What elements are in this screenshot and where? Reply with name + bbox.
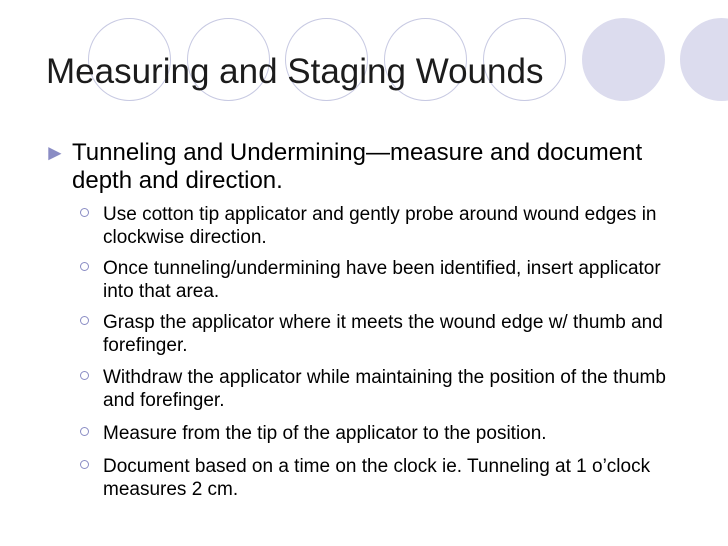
sub-bullet-item: [80, 257, 690, 303]
hollow-circle-bullet-icon: [80, 208, 89, 217]
sub-bullet-text: Withdraw the applicator while maintaining the position of the thumb and forefinger.: [103, 367, 666, 411]
slide-title: Measuring and Staging Wounds: [46, 52, 544, 91]
sub-bullet-item: [80, 311, 690, 357]
filled-triangle-bullet-icon: ►: [44, 140, 66, 165]
bullet-text: Tunneling and Undermining—measure and document depth and direction.: [72, 139, 643, 194]
hollow-circle-bullet-icon: [80, 262, 89, 271]
hollow-circle-bullet-icon: [80, 371, 89, 380]
sub-bullet-text: Use cotton tip applicator and gently probe around wound edges in clockwise direction.: [103, 204, 657, 248]
sub-bullet-item: [80, 455, 690, 501]
sub-bullet-item: [80, 366, 690, 412]
sub-bullet-text: Grasp the applicator where it meets the wound edge w/ thumb and forefinger.: [103, 312, 663, 356]
bullet-item: [44, 139, 644, 195]
hollow-circle-bullet-icon: [80, 316, 89, 325]
hollow-circle-bullet-icon: [80, 460, 89, 469]
sub-bullet-text: Measure from the tip of the applicator to the position.: [103, 423, 547, 444]
decorative-circle-filled: [680, 18, 728, 101]
sub-bullet-item: [80, 203, 690, 249]
hollow-circle-bullet-icon: [80, 427, 89, 436]
sub-bullet-text: Once tunneling/undermining have been identified, insert applicator into that area.: [103, 258, 661, 302]
sub-bullet-text: Document based on a time on the clock ie. Tunneling at 1 o’clock measures 2 cm.: [103, 456, 651, 500]
decorative-circle-filled: [582, 18, 665, 101]
sub-bullet-item: [80, 422, 690, 445]
